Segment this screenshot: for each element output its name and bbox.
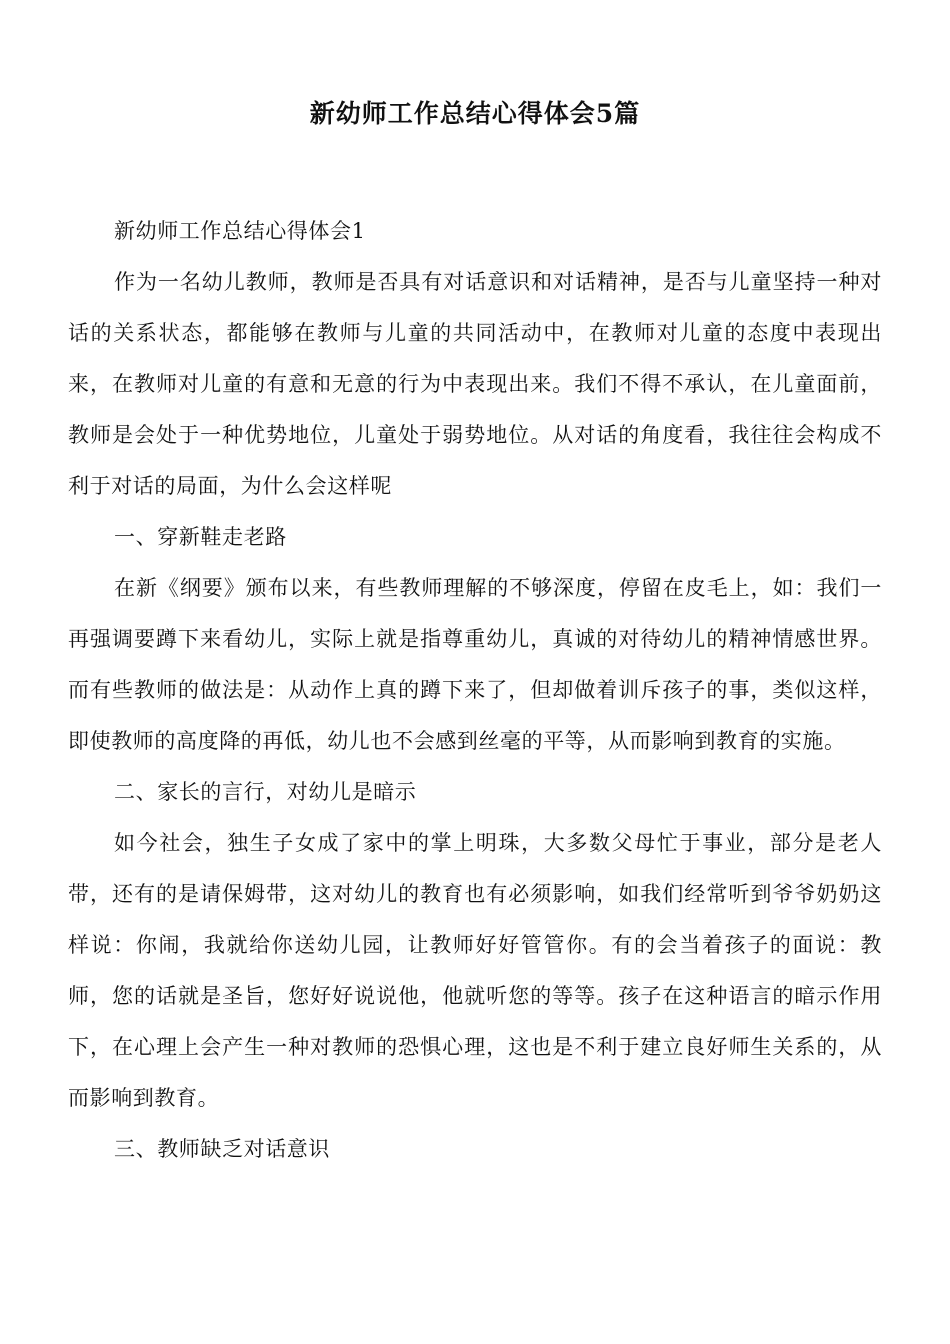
paragraph-3: 如今社会，独生子女成了家中的掌上明珠，大多数父母忙于事业，部分是老人带，还有的是请保姆带，这对幼儿的教育也有必须影响，如我们经常听到爷爷奶奶这样说：你闹，我就给你送幼儿园，让教师好好管管你。有的会当着孩子的面说：教师，您的话就是圣旨，您好好说说他，他就听您的等等。孩子在这种语言的暗示作用下，在心理上会产生一种对教师的恐惧心理，这也是不利于建立良好师生关系的，从而影响到教育。 bbox=[68, 831, 882, 1110]
section-heading-4: 三、教师缺乏对话意识 bbox=[114, 1137, 330, 1161]
paragraph-1: 作为一名幼儿教师，教师是否具有对话意识和对话精神，是否与儿童坚持一种对话的关系状态，都能够在教师与儿童的共同活动中，在教师对儿童的态度中表现出来，在教师对儿童的有意和无意的行为中表现出来。我们不得不承认，在儿童面前，教师是会处于一种优势地位，儿童处于弱势地位。从对话的角度看，我往往会构成不利于对话的局面，为什么会这样呢 bbox=[68, 270, 882, 498]
paragraph-2: 在新《纲要》颁布以来，有些教师理解的不够深度，停留在皮毛上，如：我们一再强调要蹲下来看幼儿，实际上就是指尊重幼儿，真诚的对待幼儿的精神情感世界。而有些教师的做法是：从动作上真的蹲下来了，但却做着训斥孩子的事，类似这样，即使教师的高度降的再低，幼儿也不会感到丝毫的平等，从而影响到教育的实施。 bbox=[68, 576, 882, 753]
document-title: 新幼师工作总结心得体会5篇 bbox=[309, 99, 641, 128]
section-heading-1: 新幼师工作总结心得体会1 bbox=[114, 219, 366, 243]
document-body bbox=[68, 206, 882, 1175]
section-heading-3: 二、家长的言行，对幼儿是暗示 bbox=[114, 780, 417, 804]
section-heading-2: 一、穿新鞋走老路 bbox=[114, 525, 287, 549]
